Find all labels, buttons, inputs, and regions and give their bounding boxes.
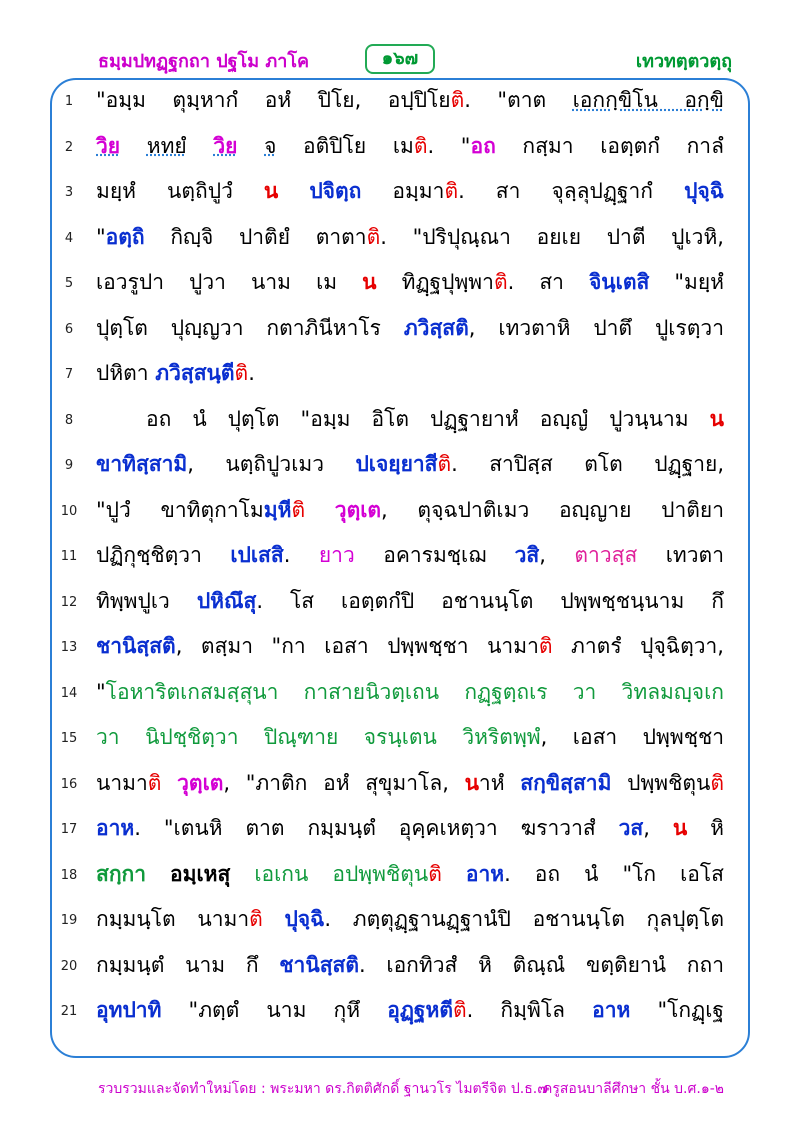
text-segment: เอเกน อปพฺพชิตุน — [254, 861, 429, 886]
text-segment: สกฺขิสฺสามิ — [520, 770, 612, 795]
text-line — [0, 581, 800, 621]
line-number: 20 — [60, 958, 78, 974]
text-segment: ติ — [450, 88, 465, 112]
text-segment: ทิพฺพปูเว — [96, 588, 197, 613]
text-segment: มยฺหํ นตฺถิปูวํ — [96, 179, 264, 203]
text-segment: " — [96, 679, 106, 704]
course-label: ครูสอนบาลีศึกษา ชั้น บ.ศ.๑-๒ — [542, 1081, 724, 1097]
text-line — [0, 126, 800, 166]
text-line — [0, 854, 800, 894]
text-line — [0, 80, 800, 120]
text-segment: น — [263, 179, 279, 203]
line-text — [96, 221, 724, 254]
text-segment: น — [709, 406, 724, 431]
line-text — [96, 721, 724, 754]
text-segment: วิย — [213, 133, 238, 158]
text-segment: ติ — [710, 770, 725, 795]
text-segment: "อมฺม ตุมฺหากํ อหํ ปิโย, อปฺปิโย — [96, 88, 451, 112]
text-segment: . สาปิสฺส ตโต ปฏฺฐาย, — [451, 452, 725, 476]
text-segment: . โส เอตฺตกํปิ อชานนฺโต ปพฺพชฺชนฺนาม กึ — [256, 588, 724, 613]
text-segment: " — [96, 224, 106, 249]
line-number: 6 — [64, 321, 74, 337]
text-line — [0, 217, 800, 257]
text-segment: ปฏิกุชฺชิตฺวา — [96, 543, 231, 567]
text-line — [0, 262, 800, 302]
text-segment: . สา — [507, 270, 589, 294]
text-segment: กสฺมา เอตฺตกํ กาลํ — [495, 133, 724, 158]
line-number: 10 — [60, 503, 78, 519]
text-segment: ทิฏฺฐปุพฺพา — [376, 270, 494, 294]
text-segment: , ตุจฺฉปาติเมว อญฺญาย ปาติยา — [381, 497, 725, 522]
text-segment: ภาตรํ ปุจฺฉิตฺวา, — [552, 634, 724, 658]
line-text — [96, 175, 724, 208]
line-number: 8 — [64, 412, 74, 428]
text-segment: . " — [427, 133, 471, 158]
text-segment: , ตสฺมา "กา เอสา ปพฺพชฺชา นาม — [175, 634, 528, 658]
line-number: 19 — [60, 913, 78, 928]
text-segment: เอกกฺขิโน อกฺขิ — [572, 88, 724, 112]
text-segment — [442, 862, 466, 886]
text-segment: เอวรูปา ปูวา นาม เม — [96, 270, 363, 294]
line-text — [96, 676, 724, 709]
line-number: 11 — [60, 549, 78, 564]
line-text — [96, 130, 724, 163]
text-line — [0, 399, 800, 439]
text-line — [0, 535, 800, 575]
text-line — [0, 353, 800, 393]
text-segment: . "ปริปุณฺณา อยเย ปาตี ปูเวหิ, — [380, 224, 724, 249]
text-segment: , นตฺถิปูวเมว — [187, 452, 356, 476]
text-segment — [161, 771, 177, 795]
text-segment: อาห — [465, 861, 505, 886]
text-segment: อมฺมา — [361, 179, 445, 203]
line-number: 16 — [60, 776, 78, 792]
text-segment: เทวตา — [637, 543, 724, 567]
line-text — [96, 539, 724, 572]
line-text — [96, 630, 724, 663]
text-segment: ขาทิสฺสามิ — [96, 452, 188, 476]
text-segment — [305, 498, 335, 522]
text-segment: . — [248, 361, 255, 385]
text-segment: กมฺมนฺโต นามา — [96, 907, 250, 931]
text-segment: หทยํ — [146, 133, 187, 158]
text-segment: . "ตาต — [464, 88, 573, 112]
line-text — [96, 448, 724, 481]
line-text — [96, 903, 724, 936]
line-text — [146, 403, 724, 436]
line-number: 9 — [64, 458, 74, 473]
line-number: 1 — [64, 94, 74, 109]
text-segment: ภวิสฺสนฺตี — [155, 361, 235, 385]
text-segment: วิย — [96, 133, 121, 158]
text-segment: ปจิตฺถ — [309, 179, 362, 203]
text-segment: ตาวสฺส — [574, 543, 638, 567]
line-text — [96, 266, 724, 299]
text-segment: ปพฺพชิตุน — [611, 770, 711, 795]
text-line — [0, 899, 800, 939]
text-segment: ปหิณึสุ — [196, 588, 257, 613]
line-number: 4 — [64, 230, 74, 246]
line-number: 18 — [60, 867, 78, 883]
text-segment: . — [283, 543, 319, 567]
line-number: 14 — [60, 685, 78, 701]
text-segment: ชานิสฺสติ — [96, 634, 176, 658]
text-segment — [120, 134, 147, 158]
text-segment: อถ นํ ปุตฺโต "อมฺม อิโต ปฏฺฐายาหํ อญฺญํ ปูวนฺนาม — [146, 406, 710, 431]
text-segment: "โกฏฺเฐ — [630, 998, 724, 1022]
text-segment: จินฺเตสิ — [589, 270, 650, 294]
line-text — [96, 585, 724, 618]
page-header — [0, 44, 800, 76]
text-segment: วสิ — [514, 543, 540, 567]
text-segment: ปุจฺฉิ — [684, 179, 725, 203]
text-segment: ติ — [493, 270, 508, 294]
text-segment: หิ — [687, 816, 724, 840]
text-segment: , — [643, 816, 673, 840]
text-segment: อถ — [470, 133, 496, 158]
line-text — [96, 357, 724, 390]
text-segment: จ — [264, 133, 277, 158]
text-segment: วุตฺเต — [177, 770, 224, 795]
line-text — [96, 994, 724, 1027]
text-segment: อาห — [96, 816, 135, 840]
line-text — [96, 767, 724, 800]
story-title: เทวทตฺตวตฺถุ — [635, 51, 732, 72]
line-text — [96, 858, 724, 891]
text-segment: น — [362, 270, 377, 294]
text-segment: "ปูวํ ขาทิตุกาโม — [96, 497, 264, 522]
text-segment: า — [527, 634, 539, 658]
text-segment: ปุจฺฉิ — [284, 907, 325, 931]
text-segment: อุฏฺฐหตี — [387, 998, 453, 1022]
text-segment: "มยฺหํ — [649, 270, 725, 294]
text-segment: อาห — [592, 998, 631, 1022]
line-number: 12 — [60, 594, 78, 610]
text-line — [0, 717, 800, 757]
text-segment: อตฺถิ — [105, 224, 145, 249]
text-line — [0, 490, 800, 530]
book-title: ธมฺมปทฏฺฐกถา ปฐโม ภาโค — [98, 51, 310, 72]
text-segment: ปเจยฺยาสี — [355, 452, 438, 476]
text-segment: อติปิโย เม — [276, 133, 414, 158]
text-segment: น — [464, 770, 479, 795]
text-segment: นามา — [96, 770, 148, 795]
line-text — [96, 84, 724, 117]
text-segment: ติ — [234, 361, 249, 385]
compiler-credit: รวบรวมและจัดทำใหม่โดย : พระมหา ดร.กิตติศักดิ์ ฐานวโร ไมตรีจิต ป.ธ.๗ — [98, 1081, 548, 1097]
text-line — [0, 763, 800, 803]
text-line — [0, 171, 800, 211]
line-number: 13 — [60, 640, 78, 655]
text-segment: โอหาริตเกสมสฺสุนา กาสายนิวตฺเถน กฏฺฐตฺถเร วา วิทลมญฺจเก — [105, 679, 724, 704]
text-segment: ติ — [413, 133, 428, 158]
text-segment: ติ — [538, 634, 553, 658]
text-segment: น — [672, 816, 688, 840]
text-segment: , "ภาติก อหํ สุขุมาโล, — [223, 770, 465, 795]
text-segment: เปเสสิ — [230, 543, 284, 567]
text-segment: าหํ — [478, 770, 521, 795]
text-segment: "ภตฺตํ นาม กุหึ — [161, 998, 388, 1022]
line-number: 15 — [60, 731, 78, 746]
text-segment: . สา จุลฺลุปฏฺฐากํ — [458, 179, 685, 203]
text-segment: ปุตฺโต ปุญฺญวา กตาภินีหาโร — [96, 315, 404, 340]
line-text — [96, 812, 724, 845]
text-segment: ภวิสฺสติ — [403, 315, 469, 340]
text-segment: , เอสา ปพฺพชฺชา — [540, 725, 724, 749]
text-segment: วุตฺเต — [334, 497, 382, 522]
text-line — [0, 444, 800, 484]
text-segment — [263, 907, 285, 931]
text-segment: วา นิปชฺชิตฺวา ปิณฺฑาย จรนฺเตน วิหริตพฺพํ — [96, 725, 541, 749]
text-line — [0, 945, 800, 985]
text-segment: ปหิตา — [96, 361, 156, 385]
text-segment: อุทปาทิ — [96, 998, 162, 1022]
text-segment: กมฺมนฺตํ นาม กึ — [96, 952, 280, 977]
text-segment: ยาว — [318, 543, 355, 567]
text-line — [0, 626, 800, 666]
text-segment: อคารมชฺเฌ — [354, 543, 515, 567]
text-segment: ติ — [366, 224, 381, 249]
text-segment: , เทวตาหิ ปาตึ ปูเรตฺวา — [468, 315, 724, 340]
text-segment: วส — [618, 816, 644, 840]
text-segment — [230, 862, 254, 886]
text-segment: ติ — [428, 861, 442, 886]
text-segment: ติ — [291, 497, 306, 522]
text-segment: ติ — [249, 907, 263, 931]
text-segment: . "เตนหิ ตาต กมฺมนฺตํ อุคฺคเหตฺวา ฆราวาสํ — [134, 816, 619, 840]
line-text — [96, 494, 724, 527]
text-segment: อมฺเหสุ — [170, 861, 231, 886]
text-segment: , — [539, 543, 575, 567]
text-segment: ติ — [437, 452, 452, 476]
text-segment: มฺหี — [263, 497, 292, 522]
text-segment: ติ — [147, 770, 162, 795]
text-line — [0, 308, 800, 348]
text-segment — [278, 179, 309, 203]
text-segment: ติ — [444, 179, 459, 203]
text-segment: . ภตฺตุฏฺฐานฏฺฐานํปิ อชานนฺโต กุลปุตฺโต — [324, 907, 724, 931]
text-segment: . อถ นํ "โก เอโส — [504, 861, 724, 886]
text-segment: กิญฺจิ ปาติยํ ตาตา — [144, 224, 367, 249]
text-segment: ติ — [453, 998, 467, 1022]
text-segment — [187, 134, 214, 158]
text-line — [0, 808, 800, 848]
line-number: 3 — [64, 185, 74, 200]
line-number: 17 — [60, 822, 78, 837]
text-segment: . กิมฺพิโล — [466, 998, 593, 1022]
line-text — [96, 949, 724, 982]
text-segment — [146, 862, 170, 886]
text-segment: ชานิสฺสติ — [279, 952, 359, 977]
text-segment: . เอกทิวสํ หิ ติณฺณํ ขตฺติยานํ กถา — [358, 952, 725, 977]
line-number: 5 — [64, 276, 74, 291]
line-number: 2 — [64, 139, 74, 155]
text-line — [0, 990, 800, 1030]
text-segment — [237, 134, 264, 158]
text-line — [0, 672, 800, 712]
line-number: 21 — [60, 1004, 78, 1019]
page-number-badge: ๑๖๗ — [365, 44, 435, 74]
text-segment: สกฺกา — [96, 861, 147, 886]
line-number: 7 — [64, 367, 74, 382]
line-text — [96, 312, 724, 345]
